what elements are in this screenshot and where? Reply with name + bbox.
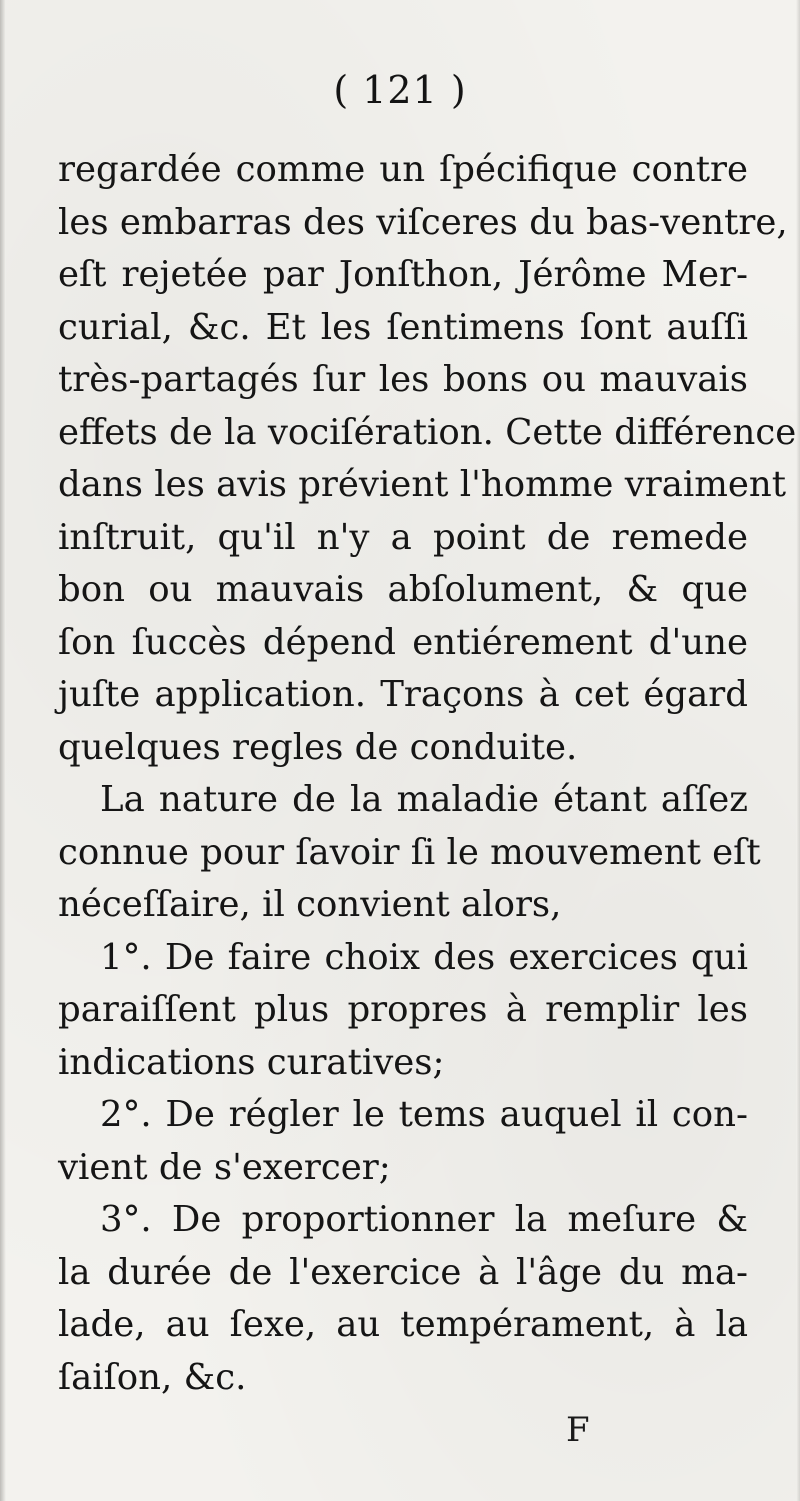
page-body-text [58, 144, 797, 1404]
text-line: ſaiſon, &c. [58, 1356, 247, 1398]
text-line: regardée comme un ſpécifique contre [58, 149, 748, 190]
text-line: néceſſaire, il convient alors, [58, 884, 562, 925]
page-right-edge [796, 0, 800, 1501]
text-line: lade, au ſexe, au tempérament, à la [58, 1304, 748, 1345]
text-line: curial, &c. Et les ſentimens ſont auſſi [58, 306, 748, 348]
text-line: 2°. De régler le tems auquel il con- [100, 1094, 748, 1135]
page-left-edge [0, 0, 6, 1501]
text-line: effets de la vociſération. Cette différence [58, 411, 797, 453]
text-line: la durée de l'exercice à l'âge du ma- [58, 1251, 748, 1293]
text-line: les embarras des viſceres du bas-ventre, [58, 201, 788, 243]
text-line: très-partagés ſur les bons ou mauvais [58, 359, 748, 400]
text-line: juſte application. Traçons à cet égard [58, 674, 748, 715]
text-line: inſtruit, qu'il n'y a point de remede [58, 516, 748, 558]
text-line: 3°. De proportionner la meſure & [100, 1199, 748, 1240]
text-line: indications curatives; [58, 1041, 445, 1083]
text-line: eſt rejetée par Jonſthon, Jérôme Mer- [58, 254, 748, 295]
text-line: vient de s'exercer; [58, 1146, 391, 1188]
text-line: paraiſſent plus propres à remplir les [58, 989, 748, 1030]
page-number: ( 121 ) [333, 68, 467, 112]
text-line: quelques regles de conduite. [58, 726, 578, 768]
text-line: connue pour ſavoir ſi le mouvement eſt [58, 831, 761, 873]
text-line: ſon ſuccès dépend entiérement d'une [58, 621, 748, 663]
signature-mark: F [566, 1410, 590, 1450]
text-line: bon ou mauvais abſolument, & que [58, 569, 748, 610]
text-line: 1°. De faire choix des exercices qui [100, 936, 748, 978]
text-line: dans les avis prévient l'homme vraiment [58, 464, 787, 505]
text-line: La nature de la maladie étant aſſez [100, 779, 748, 820]
